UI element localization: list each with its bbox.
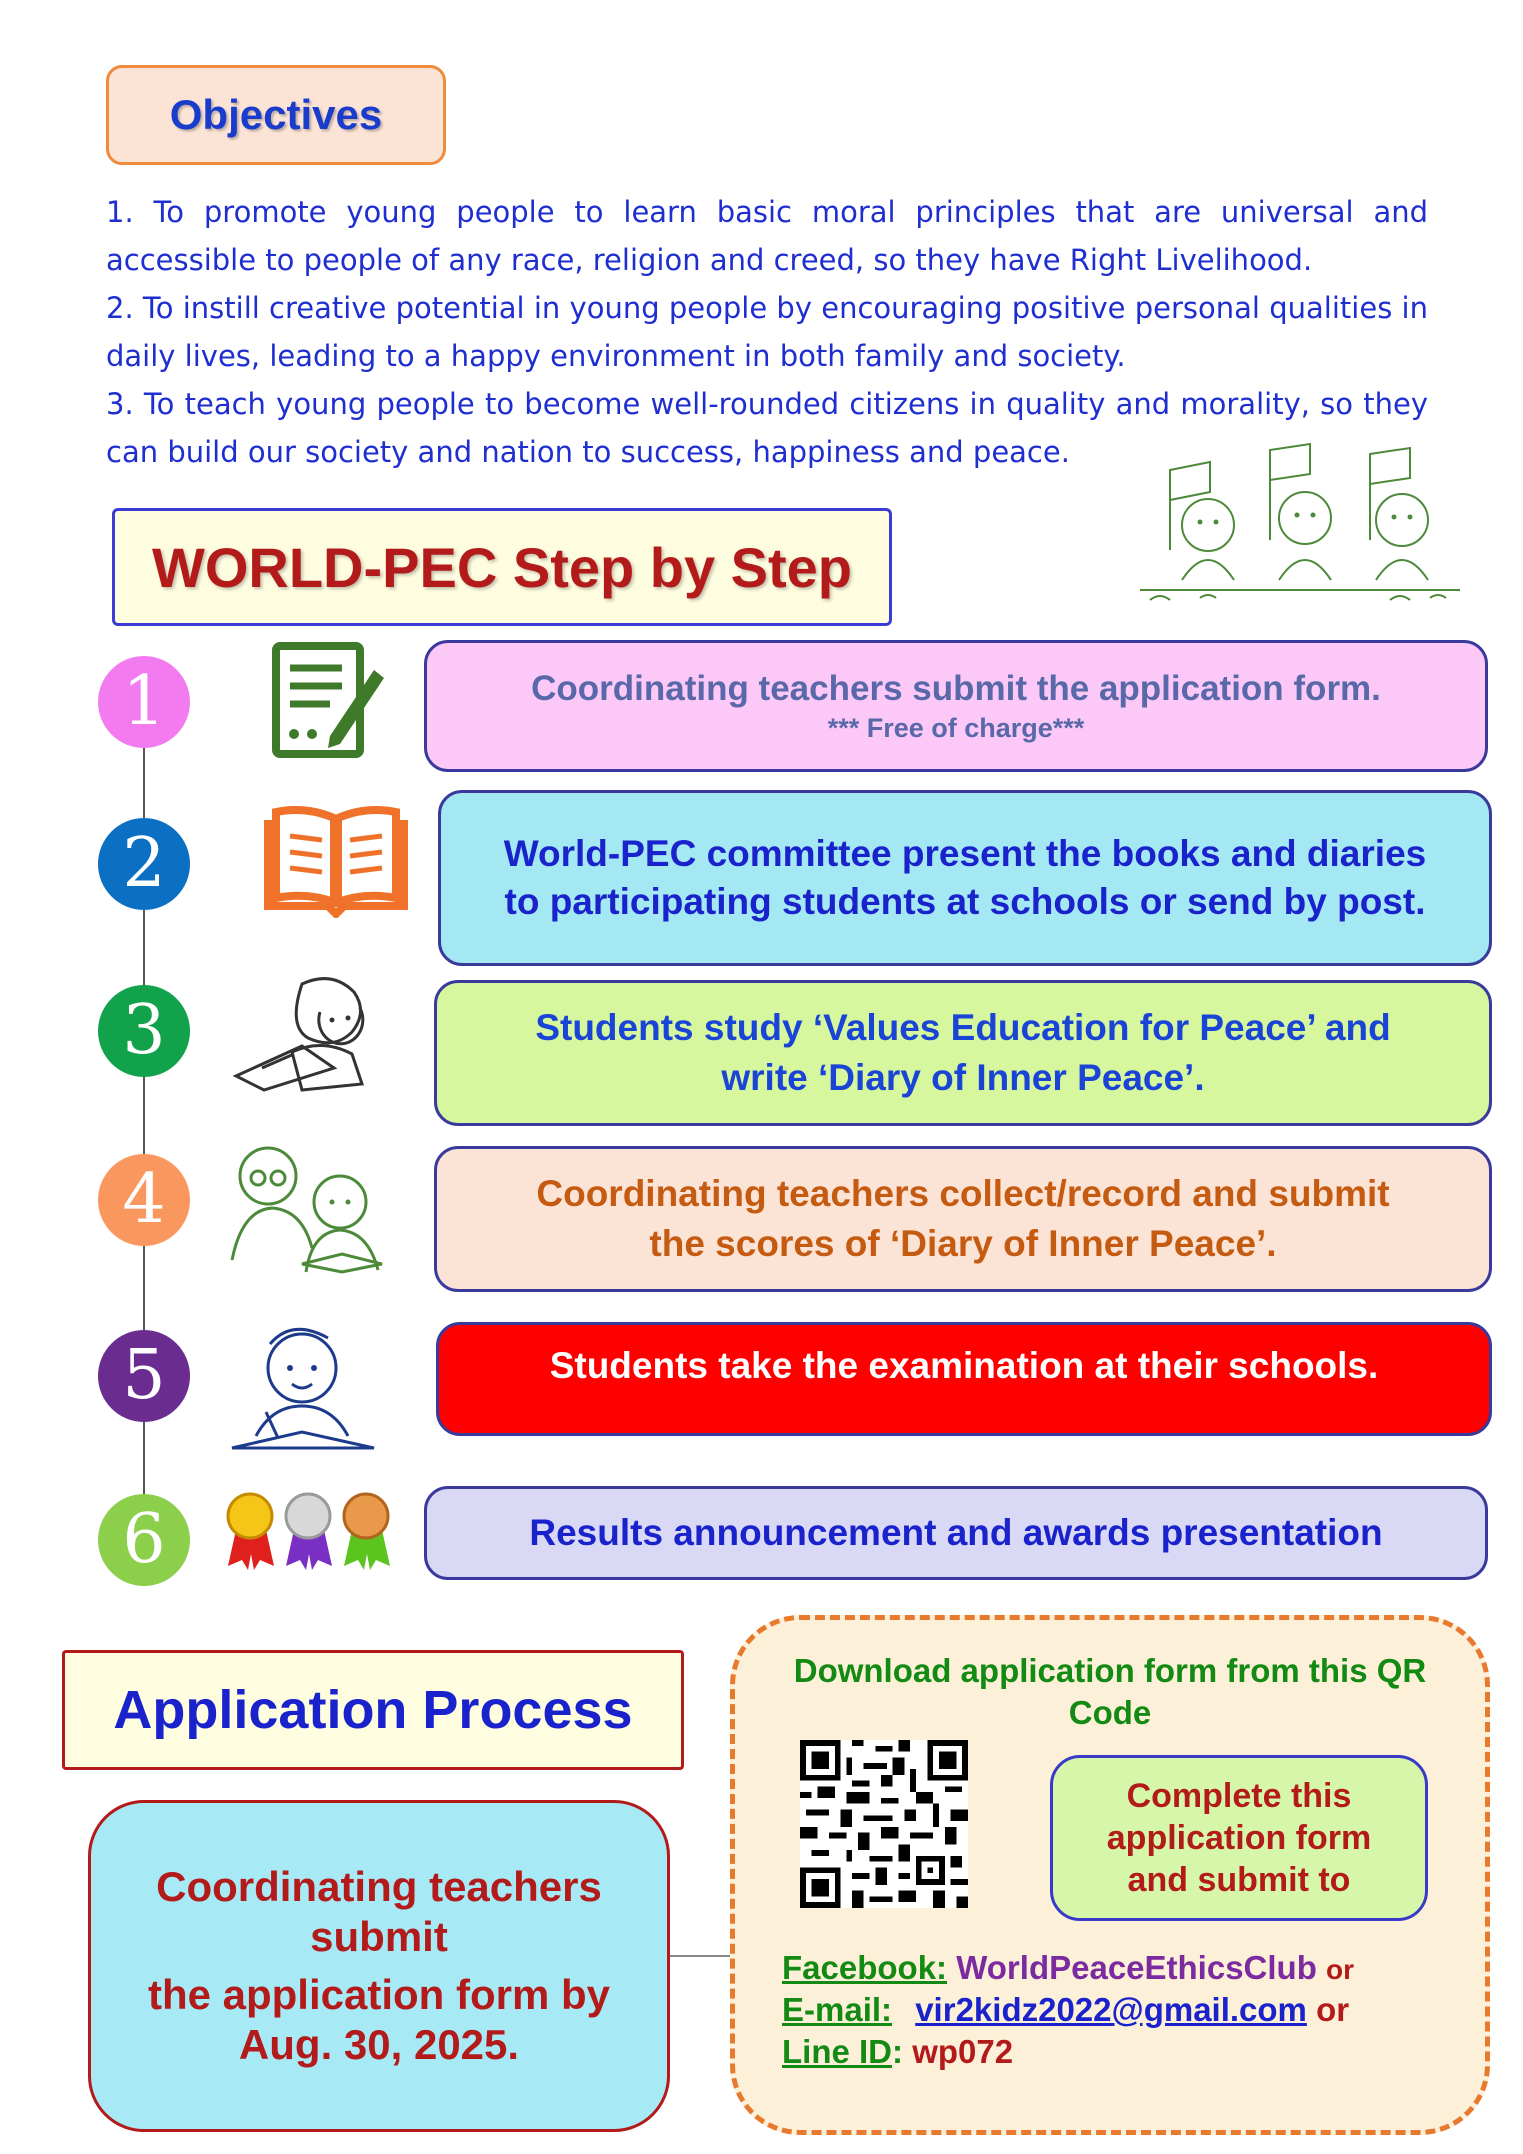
- step-4-number: 4: [98, 1154, 190, 1246]
- step-6-number: 6: [98, 1494, 190, 1586]
- student-exam-icon: [226, 1316, 380, 1456]
- step-5-text: Students take the examination at their schools.: [549, 1345, 1379, 1386]
- download-title: Download application form from this QR Code: [793, 1652, 1427, 1731]
- line-separator: :: [892, 2033, 904, 2070]
- deadline-date: Aug. 30, 2025.: [238, 2021, 520, 2068]
- teacher-student-icon: [222, 1140, 390, 1276]
- step-6-text: Results announcement and awards presentation: [529, 1512, 1383, 1553]
- step-4-text-line2: the scores of ‘Diary of Inner Peace’.: [649, 1223, 1277, 1264]
- deadline-line: the application form by: [147, 1971, 611, 2018]
- qr-code[interactable]: [800, 1740, 968, 1908]
- step-2-text-line2: to participating students at schools or send by post.: [504, 881, 1426, 922]
- deadline-line: Coordinating teachers: [156, 1863, 602, 1910]
- facebook-contact: [782, 1948, 1354, 1990]
- children-with-flags-illustration: [1140, 440, 1460, 605]
- email-label: E-mail:: [782, 1991, 893, 2028]
- step-5-box: [436, 1322, 1492, 1436]
- application-form-icon: [270, 640, 390, 762]
- step-3-number: 3: [98, 985, 190, 1077]
- objectives-title: Objectives: [106, 65, 446, 165]
- complete-form-box: [1050, 1755, 1428, 1921]
- student-writing-icon: [232, 972, 382, 1098]
- award-medals-icon: [222, 1490, 394, 1572]
- line-id-value[interactable]: wp072: [912, 2033, 1014, 2070]
- objective-item: 1. To promote young people to learn basic moral principles that are universal and accessible to people of any race, religion and creed, so they have Right Livelihood.: [106, 195, 1428, 277]
- email-contact: [782, 1990, 1349, 2030]
- step-2-number: 2: [98, 818, 190, 910]
- facebook-label: Facebook:: [782, 1949, 948, 1986]
- facebook-link[interactable]: WorldPeaceEthicsClub: [956, 1949, 1317, 1986]
- step-4-text-line1: Coordinating teachers collect/record and submit: [536, 1173, 1390, 1214]
- open-book-icon: [262, 806, 410, 918]
- application-process-title: Application Process: [62, 1650, 684, 1770]
- or-text: or: [1326, 1954, 1355, 1985]
- complete-line: Complete this: [1126, 1777, 1352, 1815]
- connector-line: [670, 1955, 730, 1957]
- deadline-box: [88, 1800, 670, 2132]
- step-1-box: [424, 640, 1488, 772]
- or-text: or: [1316, 1991, 1350, 2028]
- step-3-box: [434, 980, 1492, 1126]
- line-label: Line ID: [782, 2033, 893, 2070]
- step-1-number: 1: [98, 656, 190, 748]
- complete-line: and submit to: [1127, 1861, 1351, 1899]
- objectives-list: [106, 188, 1428, 476]
- step-1-subtext: *** Free of charge***: [827, 713, 1085, 743]
- objective-item: 3. To teach young people to become well-rounded citizens in quality and morality, so they can build our society and nation to success, happiness and peace.: [106, 387, 1428, 469]
- step-3-text-line1: Students study ‘Values Education for Peace’ and: [535, 1007, 1391, 1048]
- step-4-box: [434, 1146, 1492, 1292]
- objective-item: 2. To instill creative potential in young people by encouraging positive personal qualities in daily lives, leading to a happy environment in both family and society.: [106, 291, 1428, 373]
- step-2-box: [438, 790, 1492, 966]
- complete-line: application form: [1106, 1819, 1372, 1857]
- step-2-text-line1: World-PEC committee present the books and diaries: [503, 833, 1427, 874]
- step-by-step-title: WORLD-PEC Step by Step: [112, 508, 892, 626]
- step-5-number: 5: [98, 1330, 190, 1422]
- deadline-line: submit: [310, 1913, 448, 1960]
- line-contact: [782, 2032, 1013, 2072]
- step-1-text: Coordinating teachers submit the application form.: [531, 669, 1381, 708]
- email-link[interactable]: vir2kidz2022@gmail.com: [915, 1991, 1307, 2028]
- step-3-text-line2: write ‘Diary of Inner Peace’.: [721, 1057, 1205, 1098]
- step-6-box: [424, 1486, 1488, 1580]
